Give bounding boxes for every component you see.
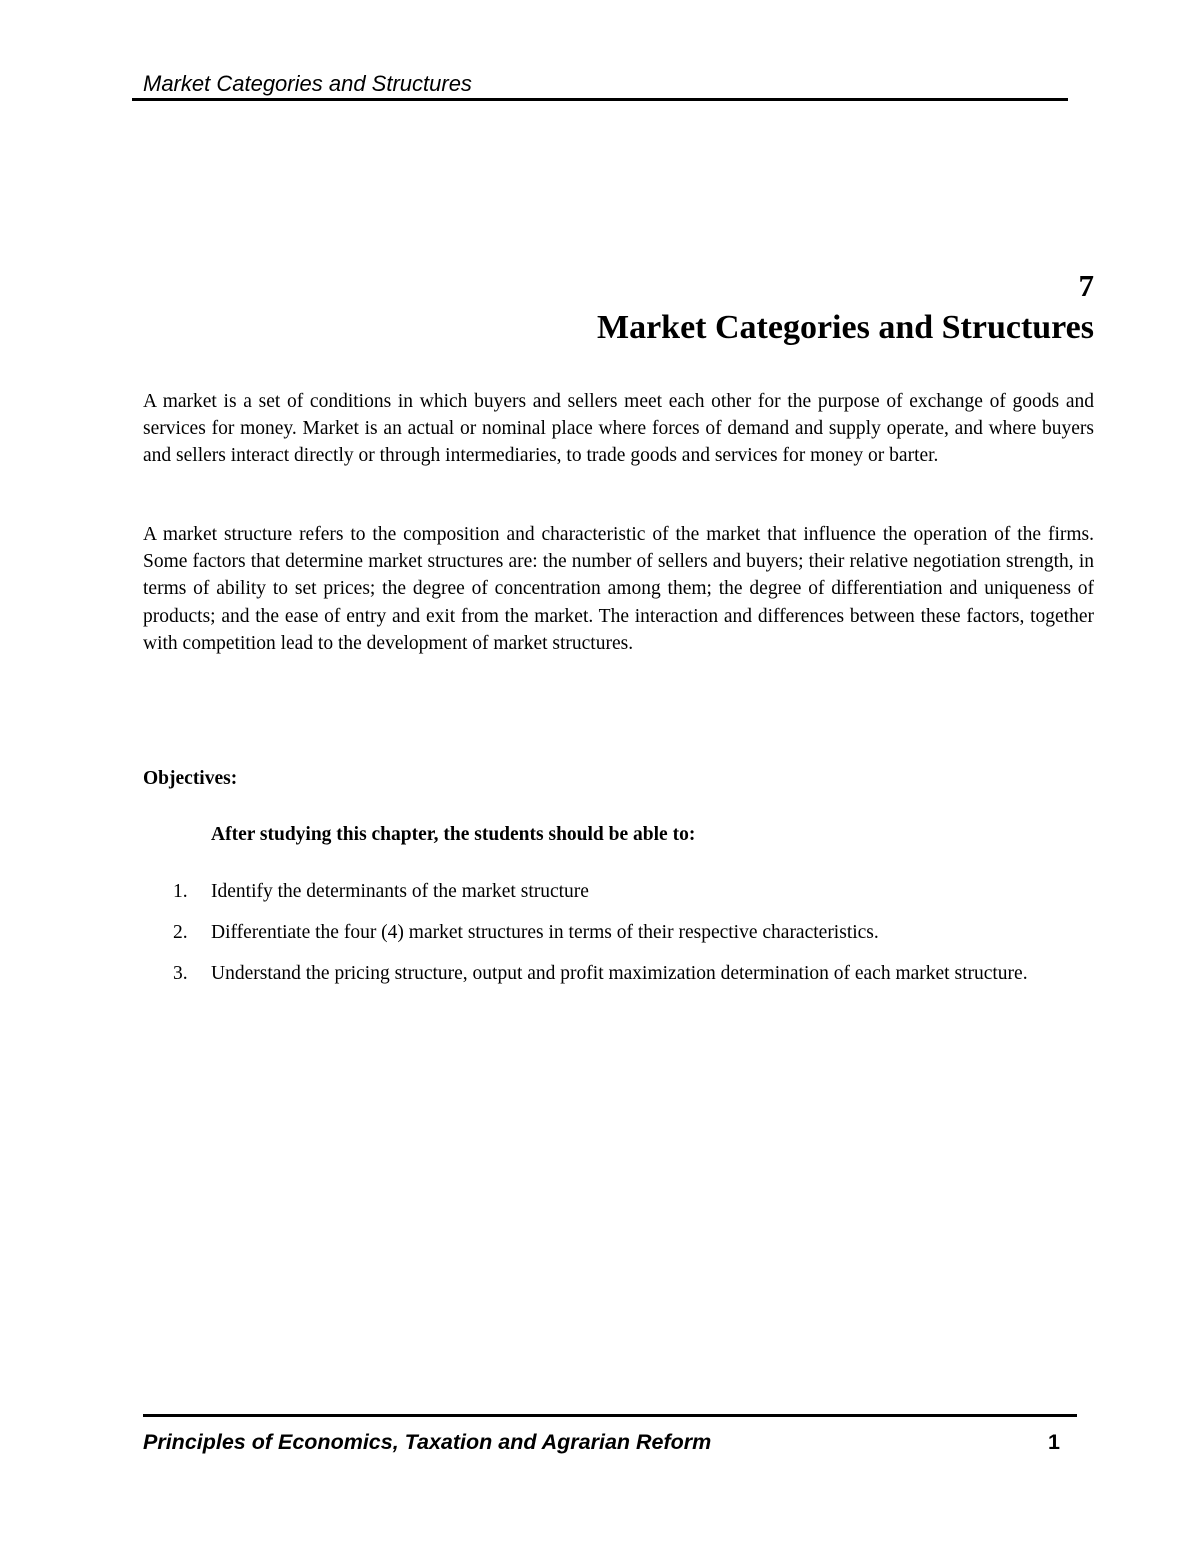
chapter-number: 7: [1078, 268, 1094, 303]
objective-item: [143, 871, 1094, 912]
objective-text: Identify the determinants of the market structure: [211, 881, 589, 902]
objective-number: 2.: [173, 922, 188, 943]
body-paragraph-market-structure: A market structure refers to the composition and characteristic of the market that influence the operation of the firms. Some factors that determine market structures are: the number of sellers and buyers; their relative negotiation strength, in terms of ability to set prices; the degree of concentration among them; the degree of differentiation and uniqueness of products; and the ease of entry and exit from the market. The interaction and differences between these factors, together with competition lead to the development of market structures.: [143, 524, 1094, 654]
objectives-list: [143, 871, 1094, 994]
header-rule: [132, 98, 1068, 101]
running-header: Market Categories and Structures: [143, 71, 472, 96]
objective-item: [143, 912, 1094, 953]
objective-number: 3.: [173, 963, 188, 984]
chapter-title: Market Categories and Structures: [596, 309, 1094, 346]
objectives-heading: Objectives:: [143, 768, 238, 789]
body-paragraph-definition: A market is a set of conditions in which buyers and sellers meet each other for the purpose of exchange of goods and services for money. Market is an actual or nominal place where forces of demand and supply operate, and where buyers and sellers interact directly or through intermediaries, to trade goods and services for money or barter.: [143, 391, 1094, 467]
footer-rule: [143, 1414, 1077, 1417]
chapter-heading: [143, 268, 1094, 350]
footer-book-title: Principles of Economics, Taxation and Agrarian Reform: [143, 1430, 712, 1454]
objective-number: 1.: [173, 881, 188, 902]
objective-item: [143, 953, 1094, 994]
objective-text: Understand the pricing structure, output and profit maximization determination of each market structure.: [211, 963, 1028, 984]
page-number: 1: [1048, 1430, 1060, 1454]
objectives-intro: After studying this chapter, the students should be able to:: [211, 824, 696, 845]
objective-text: Differentiate the four (4) market structures in terms of their respective characteristics.: [211, 922, 879, 943]
